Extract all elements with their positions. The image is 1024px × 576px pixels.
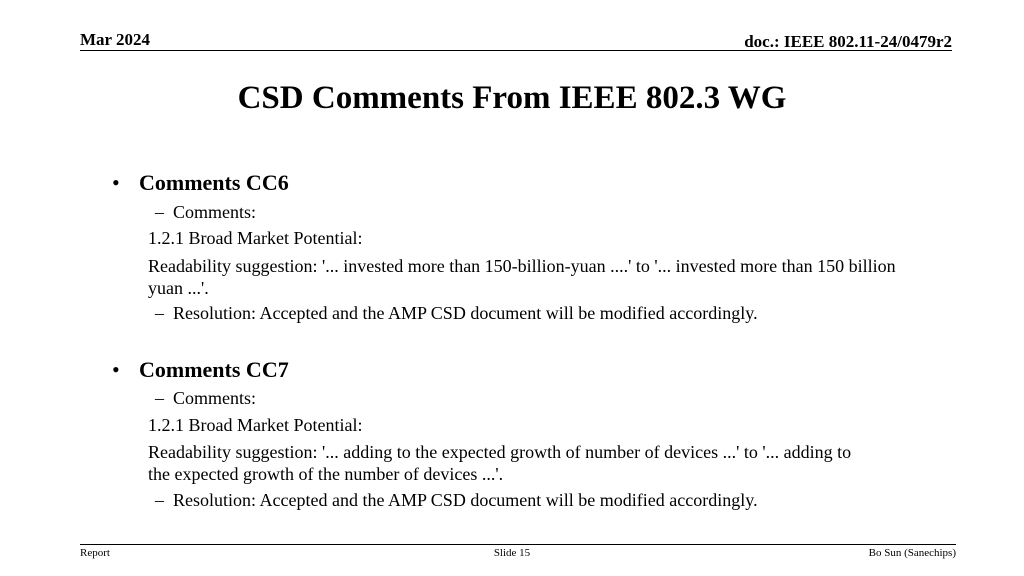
footer-report-label: Report [80, 547, 110, 559]
footer-slide-number: Slide 15 [493, 547, 531, 559]
dash-icon: – [155, 388, 164, 408]
bullet-icon: • [112, 170, 120, 195]
suggestion-cc7: Readability suggestion: '... adding to the expected growth of number of devices ...' to '... adding to the expected growth of the number of devices ...'. [148, 442, 852, 484]
dash-icon: – [155, 303, 164, 323]
slide-title: CSD Comments From IEEE 802.3 WG [237, 80, 787, 116]
footer-divider [80, 544, 956, 545]
section-heading-cc6: Comments CC6 [139, 170, 289, 195]
dash-icon: – [155, 490, 164, 510]
resolution-cc6: Resolution: Accepted and the AMP CSD document will be modified accordingly. [173, 303, 758, 323]
header-divider [80, 50, 952, 51]
header-doc-id: doc.: IEEE 802.11-24/0479r2 [744, 32, 952, 51]
resolution-cc7: Resolution: Accepted and the AMP CSD document will be modified accordingly. [173, 490, 758, 510]
comments-label-cc6: Comments: [173, 202, 257, 222]
section-ref-cc6: 1.2.1 Broad Market Potential: [148, 228, 363, 248]
section-heading-cc7: Comments CC7 [139, 357, 289, 382]
comments-label-cc7: Comments: [173, 388, 257, 408]
dash-icon: – [155, 202, 164, 222]
header-date: Mar 2024 [80, 30, 151, 49]
footer-author: Bo Sun (Sanechips) [868, 547, 956, 559]
suggestion-cc6: Readability suggestion: '... invested more than 150-billion-yuan ....' to '... invested more than 150 billion yuan ...'. [148, 256, 896, 298]
section-ref-cc7: 1.2.1 Broad Market Potential: [148, 415, 363, 435]
bullet-icon: • [112, 357, 120, 382]
